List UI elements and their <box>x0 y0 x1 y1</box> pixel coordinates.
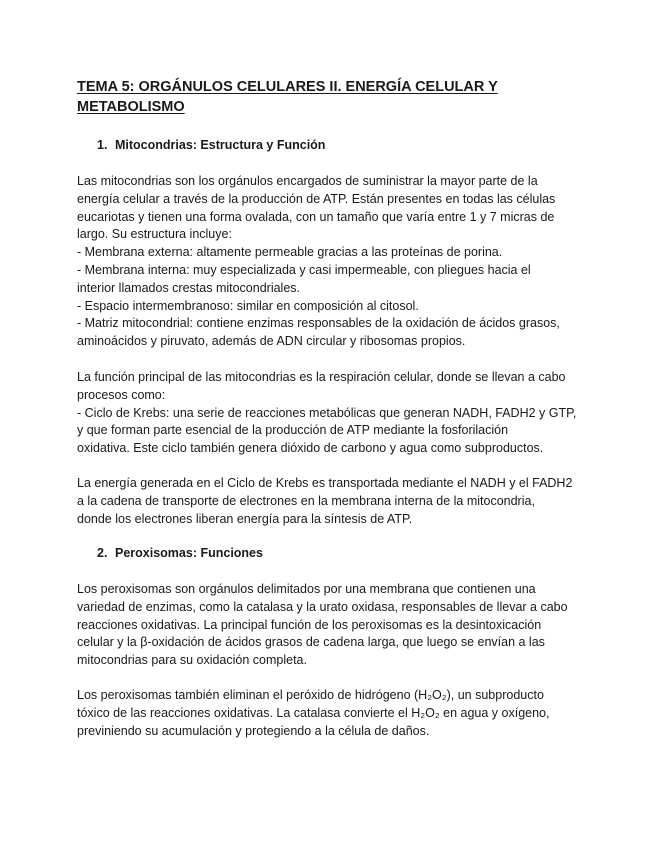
text-line: tóxico de las reacciones oxidativas. La catalasa convierte el H₂O₂ en agua y oxígeno, <box>77 705 550 720</box>
text-line: interior llamados crestas mitocondriales. <box>77 280 301 295</box>
section-heading-text: Peroxisomas: Funciones <box>115 546 263 560</box>
paragraph-estructura <box>77 173 587 351</box>
text-line: aminoácidos y piruvato, además de ADN circular y ribosomas propios. <box>77 334 466 349</box>
text-line: La energía generada en el Ciclo de Krebs es transportada mediante el NADH y el FADH2 <box>77 476 573 490</box>
section-heading-peroxisomas <box>97 545 263 562</box>
text-line: y que forman parte esencial de la producción de ATP mediante la fosforilación <box>77 423 509 438</box>
list-item: - Ciclo de Krebs: una serie de reacciones metabólicas que generan NADH, FADH2 y GTP, <box>77 405 577 420</box>
text-line: reacciones oxidativas. La principal función de los peroxisomas es la desintoxicación <box>77 617 542 632</box>
text-line: a la cadena de transporte de electrones en la membrana interna de la mitocondria, <box>77 493 535 508</box>
list-item: - Membrana interna: muy especializada y casi impermeable, con pliegues hacia el <box>77 262 531 277</box>
text-line: Los peroxisomas también eliminan el peróxido de hidrógeno (H₂O₂), un subproducto <box>77 688 544 702</box>
text-line: Los peroxisomas son orgánulos delimitados por una membrana que contienen una <box>77 582 536 596</box>
paragraph-peroxido <box>77 687 587 740</box>
text-line: procesos como: <box>77 387 166 402</box>
section-heading-mitocondrias <box>97 137 325 154</box>
text-line: La función principal de las mitocondrias es la respiración celular, donde se llevan a cabo <box>77 370 566 384</box>
paragraph-energia <box>77 475 587 528</box>
text-line: previniendo su acumulación y protegiendo a la célula de daños. <box>77 723 430 738</box>
list-item: - Espacio intermembranoso: similar en composición al citosol. <box>77 298 419 313</box>
text-line: eucariotas y tienen una forma ovalada, con un tamaño que varía entre 1 y 7 micras de <box>77 209 555 224</box>
paragraph-peroxisomas-enzimas <box>77 581 587 670</box>
text-line: energía celular a través de la producción de ATP. Están presentes en todas las células <box>77 191 556 206</box>
list-item: - Membrana externa: altamente permeable gracias a las proteínas de porina. <box>77 245 503 260</box>
title-line: METABOLISMO <box>77 99 185 115</box>
section-number: 2. <box>97 546 108 560</box>
text-line: mitocondrias para su oxidación completa. <box>77 653 307 668</box>
text-line: variedad de enzimas, como la catalasa y la urato oxidasa, responsables de llevar a cabo <box>77 599 568 614</box>
text-line: Las mitocondrias son los orgánulos encargados de suministrar la mayor parte de la <box>77 174 538 188</box>
section-heading-text: Mitocondrias: Estructura y Función <box>115 138 326 152</box>
title-line: TEMA 5: ORGÁNULOS CELULARES II. ENERGÍA CELULAR Y <box>77 79 498 95</box>
page-title <box>77 77 597 117</box>
text-line: donde los electrones liberan energía para la síntesis de ATP. <box>77 511 413 526</box>
paragraph-funcion <box>77 369 587 458</box>
list-item: - Matriz mitocondrial: contiene enzimas responsables de la oxidación de ácidos grasos, <box>77 316 560 331</box>
text-line: largo. Su estructura incluye: <box>77 227 232 242</box>
section-number: 1. <box>97 138 108 152</box>
text-line: oxidativa. Este ciclo también genera dióxido de carbono y agua como subproductos. <box>77 441 544 456</box>
text-line: celular y la β-oxidación de ácidos grasos de cadena larga, que luego se envían a las <box>77 635 545 650</box>
